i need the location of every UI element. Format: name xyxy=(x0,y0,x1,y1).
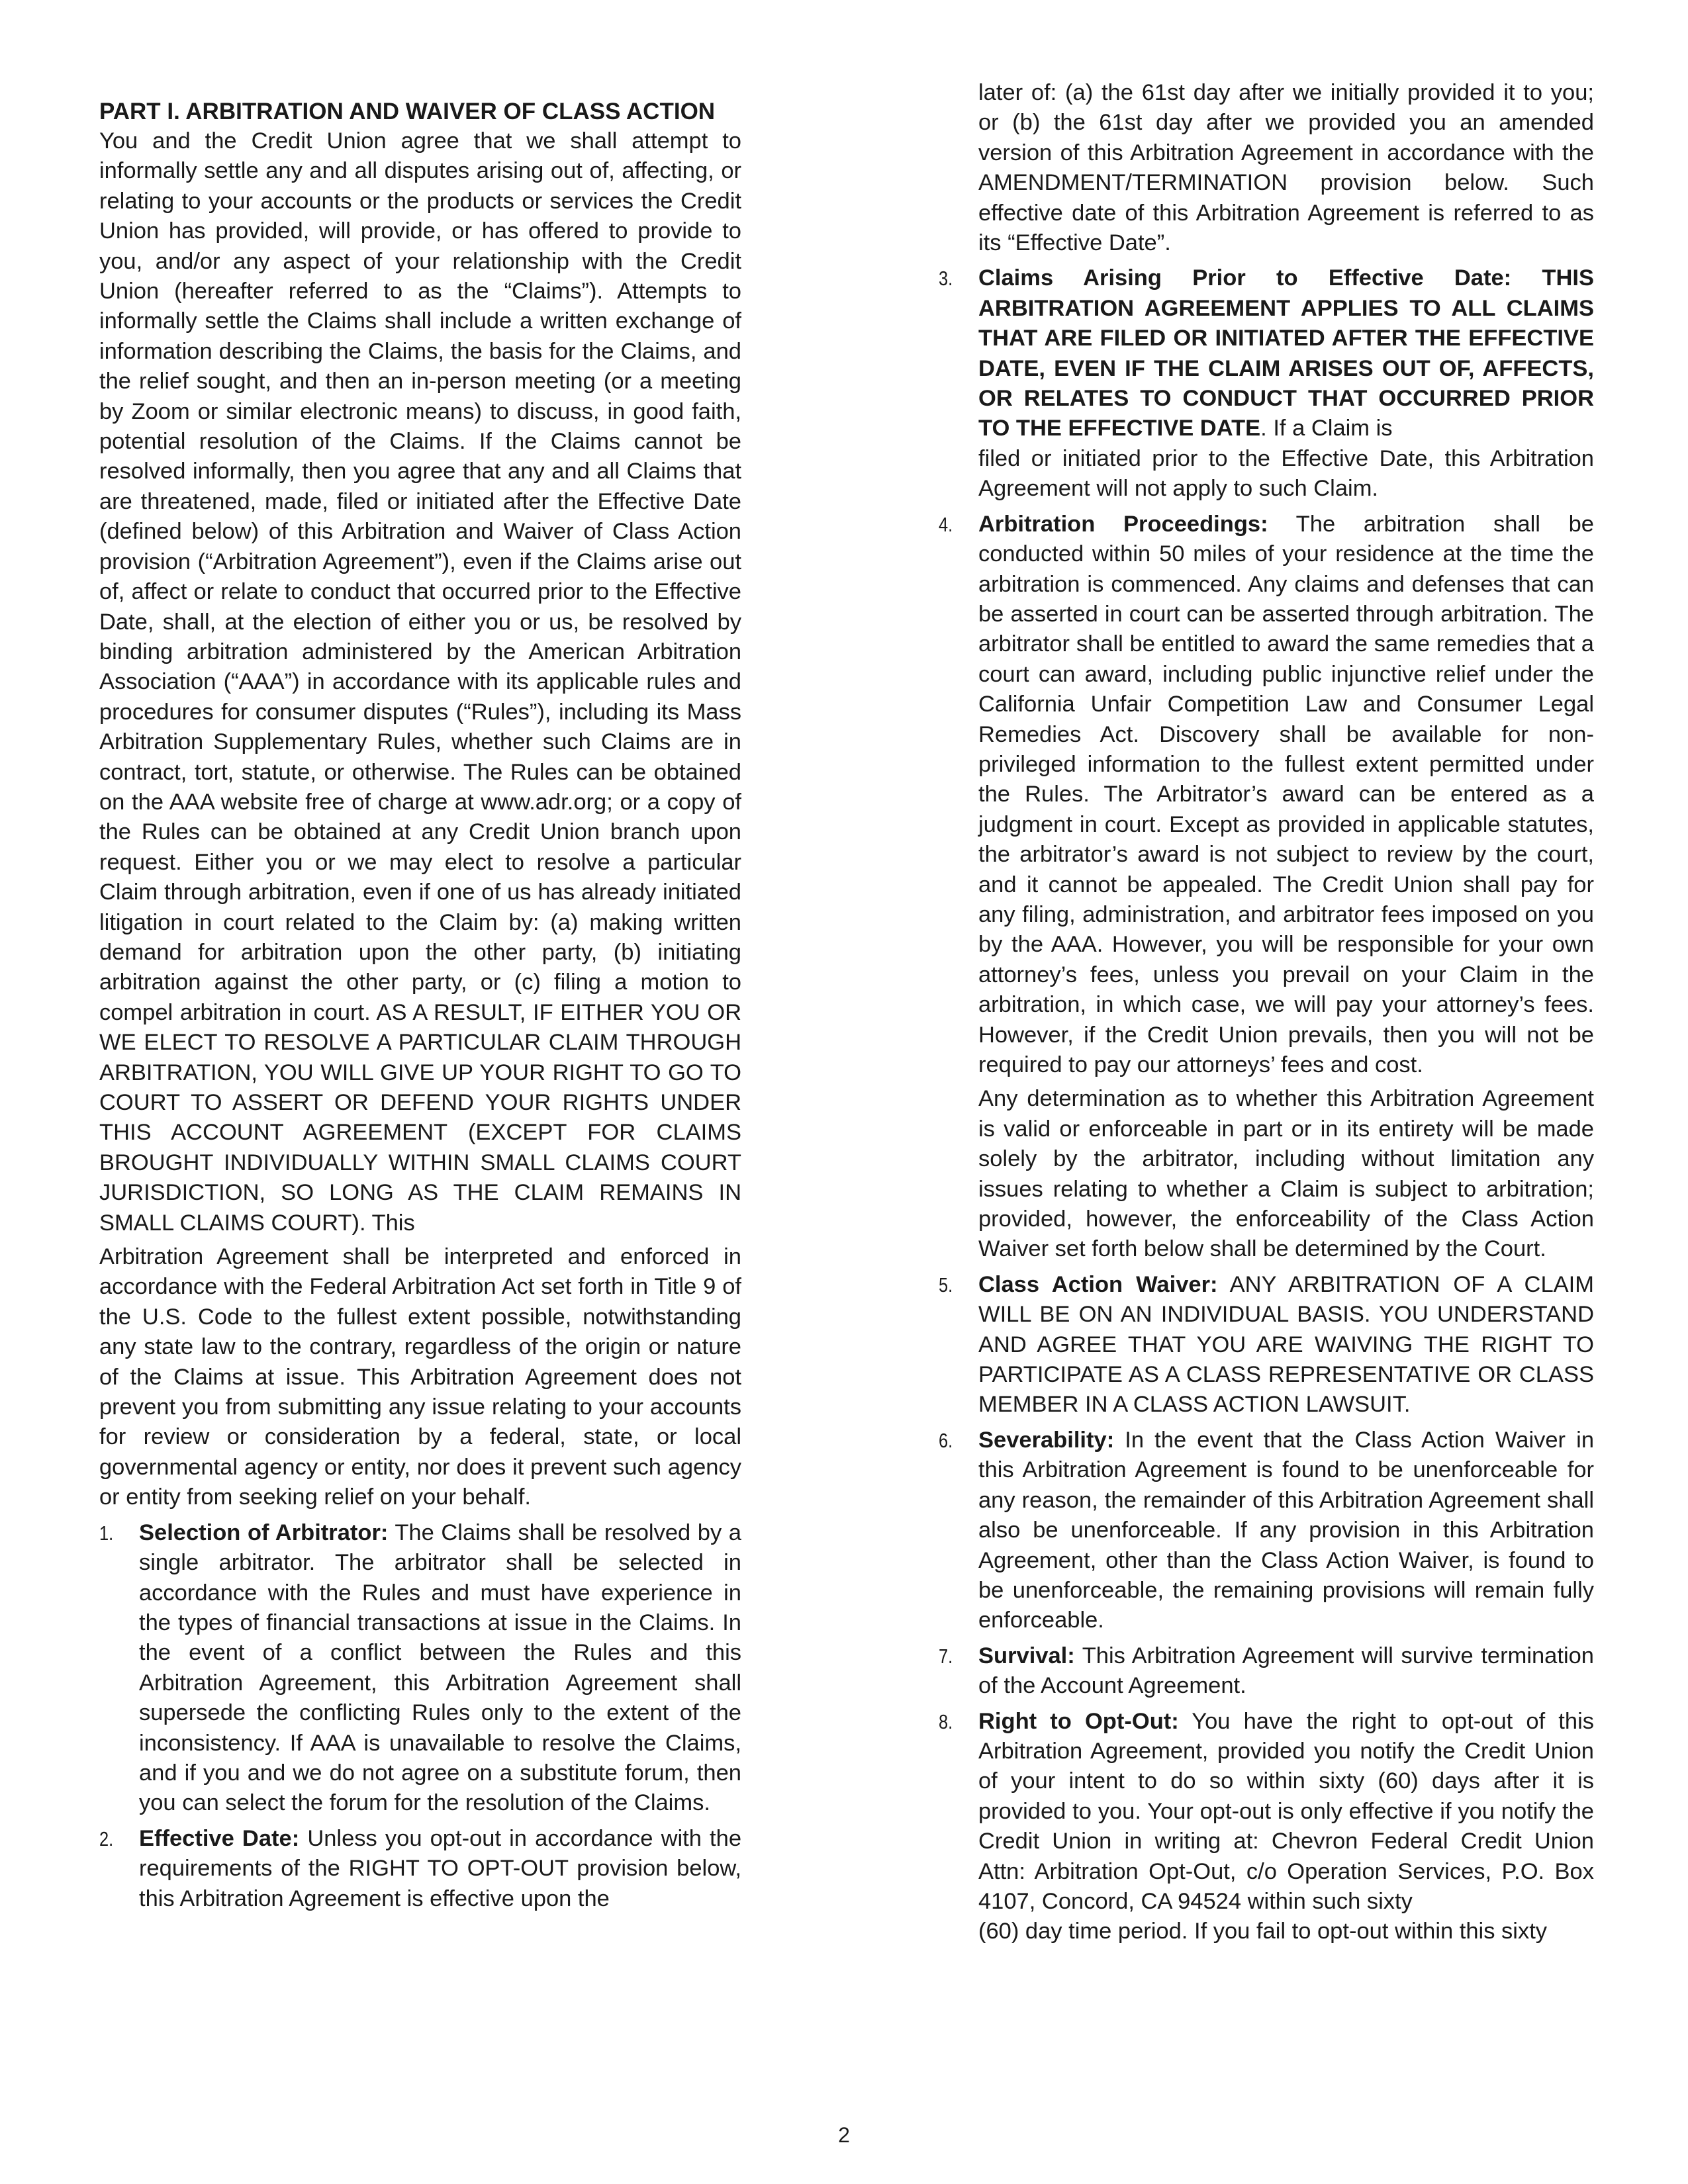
item-title: Claims Arising Prior to Effective Date: xyxy=(978,265,1512,291)
item-body: You have the right to opt-out of this Arbitration Agreement, provided you notify the Credit Union of your intent to do so within sixty (60) days after it is provided to you. Your opt-out is only effective if you notify the Credit Union in writing at: Chevron Federal Credit Union Attn: Arbitration Opt-Out, c/o Operation Services, P.O. Box 4107, Concord, CA 94524 within such sixty xyxy=(978,1708,1594,1914)
list-item-selection-of-arbitrator xyxy=(99,1518,741,1819)
item-title: Arbitration Proceedings: xyxy=(978,511,1268,537)
item-title: Severability: xyxy=(978,1427,1115,1453)
list-number: 6. xyxy=(939,1428,953,1452)
item-body: In the event that the Class Action Waiver in this Arbitration Agreement is found to be unenforceable for any reason, the remainder of this Arbitration Agreement shall also be unenforceable. If any provision in this Arbitration Agreement, other than the Class Action Waiver, is found to be unenforceable, the remaining provisions will remain fully enforceable. xyxy=(978,1427,1594,1633)
numbered-list-right xyxy=(939,263,1594,1946)
numbered-list-left xyxy=(99,1518,741,1914)
item-title: Class Action Waiver: xyxy=(978,1271,1218,1297)
list-item-claims-prior xyxy=(939,263,1594,504)
right-column xyxy=(939,78,1594,1952)
item-body: This Arbitration Agreement will survive termination of the Account Agreement. xyxy=(978,1643,1594,1699)
list-number: 8. xyxy=(939,1709,953,1733)
list-item-effective-date xyxy=(99,1824,741,1914)
item-continued: filed or initiated prior to the Effective Date, this Arbitration Agreement will not apply to such Claim. xyxy=(978,445,1594,502)
left-column xyxy=(99,83,741,1919)
item-title: Effective Date: xyxy=(139,1825,300,1851)
list-number: 1. xyxy=(99,1521,114,1545)
list-number: 7. xyxy=(939,1644,953,1668)
list-item-class-action-waiver xyxy=(939,1270,1594,1420)
effective-date-continued: later of: (a) the 61st day after we initially provided it to you; or (b) the 61st day after we provided you an amended version of this Arbitration Agreement in accordance with the AMENDMENT/TERMINATION provision below. Such effective date of this Arbitration Agreement is referred to as its “Effective Date”. xyxy=(978,80,1594,256)
item-title: Survival: xyxy=(978,1643,1075,1668)
item-body: . If a Claim is xyxy=(1260,416,1393,441)
item-body: Unless you opt-out in accordance with the requirements of the RIGHT TO OPT-OUT provision below, this Arbitration Agreement is effective upon the xyxy=(139,1825,742,1911)
page-number: 2 xyxy=(838,2123,850,2147)
list-item-right-to-opt-out xyxy=(939,1707,1594,1947)
list-number: 4. xyxy=(939,512,953,536)
intro-paragraph: You and the Credit Union agree that we shall attempt to informally settle any and all disputes arising out of, affecting, or relating to your accounts or the products or services the Credit Union has provided, will provide, or has offered to provide to you, and/or any aspect of your relationship with the Credit Union (hereafter referred to as the “Claims”). Attempts to informally settle the Claims shall include a written exchange of information describing the Claims, the basis for the Claims, and the relief sought, and then an in-person meeting (or a meeting by Zoom or similar electronic means) to discuss, in good faith, potential resolution of the Claims. If the Claims cannot be resolved informally, then you agree that any and all Claims that are threatened, made, filed or initiated after the Effective Date (defined below) of this Arbitration and Waiver of Class Action provision (“Arbitration Agreement”), even if the Claims arise out of, affect or relate to conduct that occurred prior to the Effective Date, shall, at the election of either you or us, be resolved by binding arbitration administered by the American Arbitration Association (“AAA”) in accordance with its applicable rules and procedures for consumer disputes (“Rules”), including its Mass Arbitration Supplementary Rules, whether such Claims are in contract, tort, statute, or otherwise. The Rules can be obtained on the AAA website free of charge at www.adr.org; or a copy of the Rules can be obtained at any Credit Union branch upon request. Either you or we may elect to resolve a particular Claim through arbitration, even if one of us has already initiated litigation in court related to the Claim by: (a) making written demand for arbitration upon the other party, (b) initiating arbitration against the other party, or (c) filing a motion to compel arbitration in court. AS A RESULT, IF EITHER YOU OR WE ELECT TO RESOLVE A PARTICULAR CLAIM THROUGH ARBITRATION, YOU WILL GIVE UP YOUR RIGHT TO GO TO COURT TO ASSERT OR DEFEND YOUR RIGHTS UNDER THIS ACCOUNT AGREEMENT (EXCEPT FOR CLAIMS BROUGHT INDIVIDUALLY WITHIN SMALL CLAIMS COURT JURISDICTION, SO LONG AS THE CLAIM REMAINS IN SMALL CLAIMS COURT). This xyxy=(99,128,741,1236)
list-number: 5. xyxy=(939,1273,953,1297)
fed-arbitration-paragraph: Arbitration Agreement shall be interpreted and enforced in accordance with the Federal Arbitration Act set forth in Title 9 of the U.S. Code to the fullest extent possible, notwithstanding any state law to the contrary, regardless of the origin or nature of the Claims at issue. This Arbitration Agreement does not prevent you from submitting any issue relating to your accounts for review or consideration by a federal, state, or local governmental agency or entity, nor does it prevent such agency or entity from seeking relief on your behalf. xyxy=(99,1244,741,1510)
list-number: 3. xyxy=(939,267,953,291)
list-item-survival xyxy=(939,1641,1594,1702)
list-item-arbitration-proceedings xyxy=(939,510,1594,1265)
item-body: ANY ARBITRATION OF A CLAIM WILL BE ON AN INDIVIDUAL BASIS. YOU UNDERSTAND AND AGREE THAT YOU ARE WAIVING THE RIGHT TO PARTICIPATE AS A CLASS REPRESENTATIVE OR CLASS MEMBER IN A CLASS ACTION LAWSUIT. xyxy=(978,1271,1594,1418)
list-item-severability xyxy=(939,1426,1594,1636)
section-heading: PART I. ARBITRATION AND WAIVER OF CLASS ACTION xyxy=(99,99,716,124)
item-continued: Any determination as to whether this Arbitration Agreement is valid or enforceable in part or in its entirety will be made solely by the arbitrator, including without limitation any issues relating to whether a Claim is subject to arbitration; provided, however, the enforceability of the Class Action Waiver set forth below shall be determined by the Court. xyxy=(978,1086,1594,1262)
item-title: Right to Opt-Out: xyxy=(978,1708,1179,1734)
item-body: The Claims shall be resolved by a single arbitrator. The arbitrator shall be selected in accordance with the Rules and must have experience in the types of financial transactions at issue in the Claims. In the event of a conflict between the Rules and this Arbitration Agreement, this Arbitration Agreement shall supersede the conflicting Rules only to the extent of the inconsistency. If AAA is unavailable to resolve the Claims, and if you and we do not agree on a substitute forum, then you can select the forum for the resolution of the Claims. xyxy=(139,1520,741,1816)
item-caps-text: THIS ARBITRATION AGREEMENT APPLIES TO ALL CLAIMS THAT ARE FILED OR INITIATED AFTER THE EFFECTIVE DATE, EVEN IF THE CLAIM ARISES OUT OF, AFFECTS, OR RELATES TO CONDUCT THAT OCCURRED PRIOR TO THE EFFECTIVE DATE xyxy=(978,265,1594,441)
list-number: 2. xyxy=(99,1827,114,1850)
item-continued: (60) day time period. If you fail to opt-out within this sixty xyxy=(978,1919,1548,1944)
item-body: The arbitration shall be conducted within 50 miles of your residence at the time the arbitration is commenced. Any claims and defenses that can be asserted in court can be asserted through arbitration. The arbitrator shall be entitled to award the same remedies that a court can award, including public injunctive relief under the California Unfair Competition Law and Consumer Legal Remedies Act. Discovery shall be available for non-privileged information to the fullest extent permitted under the Rules. The Arbitrator’s award can be entered as a judgment in court. Except as provided in applicable statutes, the arbitrator’s award is not subject to review by the court, and it cannot be appealed. The Credit Union shall pay for any filing, administration, and arbitrator fees imposed on you by the AAA. However, you will be responsible for your own attorney’s fees, unless you prevail on your Claim in the arbitration, in which case, we will pay your attorney’s fees. However, if the Credit Union prevails, then you will not be required to pay our attorneys’ fees and cost. xyxy=(978,511,1594,1077)
item-title: Selection of Arbitrator: xyxy=(139,1520,389,1545)
